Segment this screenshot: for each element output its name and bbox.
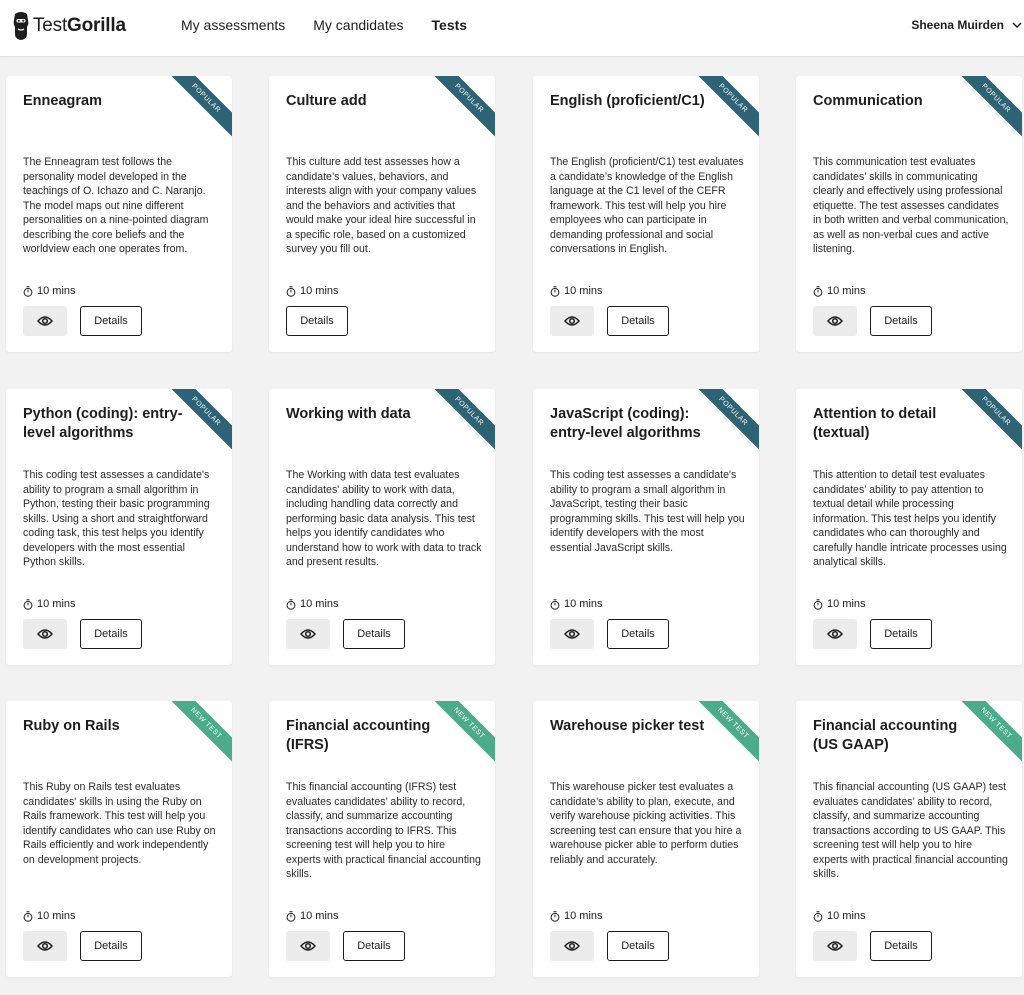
test-card [6,76,232,352]
details-button[interactable]: Details [80,931,142,961]
test-duration-label: 10 mins [300,285,339,297]
test-duration-label: 10 mins [827,910,866,922]
test-card [533,701,759,977]
test-duration [813,598,866,610]
test-card [269,701,495,977]
preview-button[interactable] [23,619,67,649]
test-duration [550,598,603,610]
test-duration-label: 10 mins [827,285,866,297]
timer-icon [23,599,33,610]
preview-button[interactable] [23,306,67,336]
preview-button[interactable] [550,306,594,336]
test-duration-label: 10 mins [564,285,603,297]
test-badge: NEW TEST [165,701,232,764]
timer-icon [23,286,33,297]
test-actions [550,931,669,961]
test-actions [550,619,669,649]
timer-icon [550,911,560,922]
test-badge: NEW TEST [692,701,759,764]
details-button[interactable]: Details [607,619,669,649]
test-card [796,701,1022,977]
eye-icon [564,628,580,640]
preview-button[interactable] [813,931,857,961]
test-description: The English (proficient/C1) test evaluates a candidate’s knowledge of the English language at the C1 level of the CEFR framework. This test will help you hire employees who can participate in demanding professional and social conversations in English. [550,156,744,255]
test-badge: POPULAR [428,389,495,452]
test-badge: POPULAR [165,389,232,452]
test-badge: POPULAR [692,389,759,452]
user-name: Sheena Muirden [911,18,1004,32]
timer-icon [550,599,560,610]
preview-button[interactable] [550,619,594,649]
eye-icon [300,940,316,952]
logo-text [33,15,126,37]
nav-my-assessments[interactable]: My assessments [181,17,286,33]
test-badge: POPULAR [955,76,1022,139]
test-title: JavaScript (coding): entry-level algorithms [550,406,701,441]
test-title: Ruby on Rails [23,718,120,734]
test-actions [23,619,142,649]
test-description: The Working with data test evaluates candidates' ability to work with data, including handling data correctly and performing basic data analysis. This test helps you identify candidates who understand how to work with data to track and present results. [286,469,482,568]
test-description: This attention to detail test evaluates candidates’ ability to pay attention to textual detail while processing information. This test helps you identify candidates who can thoroughly and carefully handle intricate processes using analytical skills. [813,469,1007,568]
eye-icon [37,315,53,327]
test-actions [813,931,932,961]
details-button[interactable]: Details [870,931,932,961]
test-actions [813,306,932,336]
preview-button[interactable] [550,931,594,961]
preview-button[interactable] [286,931,330,961]
test-duration [813,910,866,922]
test-description: The Enneagram test follows the personality model developed in the teachings of O. Ichazo and C. Naranjo. The model maps out nine different personalities on a nine-pointed diagram describing the core beliefs and the worldview each one operates from. [23,156,209,255]
test-duration-label: 10 mins [37,598,76,610]
logo-text-light: Test [33,15,68,36]
timer-icon [286,911,296,922]
details-button[interactable]: Details [607,931,669,961]
test-title: Communication [813,93,923,109]
test-duration [286,910,339,922]
eye-icon [37,628,53,640]
gorilla-logo-icon [12,10,30,42]
test-description: This Ruby on Rails test evaluates candidates' skills in using the Ruby on Rails framework. This test will help you identify candidates who can use Ruby on Rails efficiently and work independently on development projects. [23,781,216,866]
test-description: This culture add test assesses how a candidate’s values, behaviors, and interests align with your company values and the behaviors and activities that would make your ideal hire successful in a specific role, based on a customized survey you fill out. [286,156,477,255]
test-actions [813,619,932,649]
test-duration-label: 10 mins [564,910,603,922]
test-duration [813,285,866,297]
test-duration [550,910,603,922]
nav-my-candidates[interactable]: My candidates [313,17,404,33]
timer-icon [813,911,823,922]
test-description: This financial accounting (US GAAP) test evaluates candidates’ ability to record, classify, and summarize accounting transactions according to US GAAP. This screening test will help you to hire experts with practical financial accounting skills. [813,781,1008,880]
test-description: This coding test assesses a candidate's ability to program a small algorithm in Python, testing their basic programming skills. Using a short and straightforward coding task, this test helps you identify developers with the most essential Python skills. [23,469,210,568]
preview-button[interactable] [813,306,857,336]
test-actions [550,306,669,336]
details-button[interactable]: Details [80,619,142,649]
top-navbar [0,0,1024,57]
eye-icon [564,315,580,327]
logo[interactable] [12,8,126,44]
preview-button[interactable] [23,931,67,961]
test-badge: NEW TEST [428,701,495,764]
test-duration [550,285,603,297]
test-title: Working with data [286,406,411,422]
test-duration-label: 10 mins [827,598,866,610]
test-card [796,76,1022,352]
eye-icon [300,628,316,640]
eye-icon [827,315,843,327]
timer-icon [23,911,33,922]
test-badge: POPULAR [692,76,759,139]
eye-icon [564,940,580,952]
test-actions [23,306,142,336]
test-actions [286,931,405,961]
test-title: Attention to detail (textual) [813,406,937,441]
timer-icon [286,286,296,297]
test-card [533,389,759,665]
test-card [6,389,232,665]
test-badge: POPULAR [165,76,232,139]
test-duration [286,598,339,610]
timer-icon [286,599,296,610]
test-duration [286,285,339,297]
test-title: Culture add [286,93,367,109]
preview-button[interactable] [813,619,857,649]
test-card [269,389,495,665]
details-button[interactable]: Details [343,619,405,649]
test-description: This communication test evaluates candidates’ skills in communicating clearly and effectively using professional etiquette. The test assesses candidates in both written and verbal communication, as well as non-verbal cues and active listening. [813,156,1009,255]
test-title: Financial accounting (IFRS) [286,718,431,753]
test-badge: NEW TEST [955,701,1022,764]
test-description: This coding test assesses a candidate's ability to program a small algorithm in JavaScript, testing their basic programming skills. This test will help you identify developers with the most essential JavaScript skills. [550,469,745,554]
test-card [796,389,1022,665]
test-duration-label: 10 mins [37,910,76,922]
user-menu[interactable] [911,18,1022,32]
chevron-down-icon [1012,22,1022,29]
test-duration [23,910,76,922]
test-card [533,76,759,352]
test-card [6,701,232,977]
test-title: Warehouse picker test [550,718,705,734]
details-button[interactable]: Details [870,306,932,336]
test-actions [23,931,142,961]
test-badge: POPULAR [955,389,1022,452]
eye-icon [827,628,843,640]
test-title: Python (coding): entry-level algorithms [23,406,183,441]
details-button[interactable]: Details [607,306,669,336]
logo-text-bold: Gorilla [67,15,126,36]
test-duration-label: 10 mins [300,910,339,922]
nav-tests[interactable]: Tests [431,17,468,33]
test-badge: POPULAR [428,76,495,139]
test-duration [23,285,76,297]
test-duration-label: 10 mins [300,598,339,610]
timer-icon [813,286,823,297]
details-button[interactable]: Details [870,619,932,649]
test-actions [286,619,405,649]
timer-icon [550,286,560,297]
timer-icon [813,599,823,610]
details-button[interactable]: Details [343,931,405,961]
preview-button[interactable] [286,619,330,649]
eye-icon [827,940,843,952]
test-card [269,76,495,352]
test-title: Financial accounting (US GAAP) [813,718,958,753]
test-description: This financial accounting (IFRS) test evaluates candidates’ ability to record, classify, and summarize accounting transactions according to IFRS. This screening test will help you to hire experts with practical financial accounting skills. [286,781,481,880]
eye-icon [37,940,53,952]
details-button[interactable]: Details [286,306,348,336]
test-description: This warehouse picker test evaluates a candidate’s ability to plan, execute, and verify warehouse picking activities. This screening test can ensure that you hire a warehouse picker able to perform duties reliably and accurately. [550,781,742,866]
test-duration-label: 10 mins [564,598,603,610]
details-button[interactable]: Details [80,306,142,336]
test-duration-label: 10 mins [37,285,76,297]
main-nav [181,17,495,33]
test-actions [286,306,348,336]
test-duration [23,598,76,610]
test-title: Enneagram [23,93,102,109]
test-title: English (proficient/C1) [550,93,705,109]
